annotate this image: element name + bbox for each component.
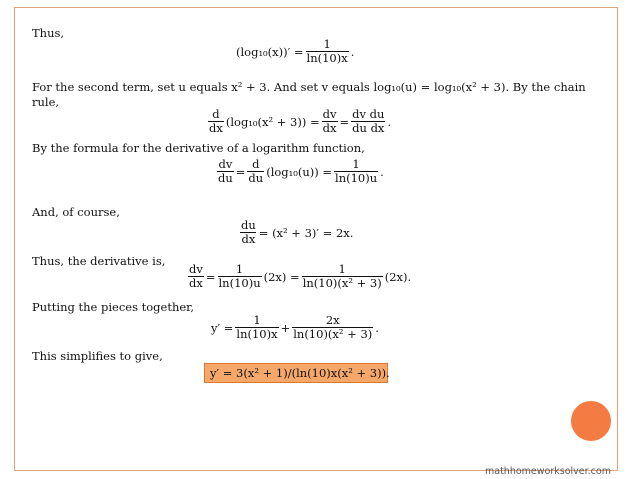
eq3-result-fraction: $\frac{1}{\ln(10)u}$	[335, 157, 378, 185]
text-formula: By the formula for the derivative of a logarithm function,	[32, 141, 365, 155]
equation-2: $\frac{d}{dx}$ (log₁₀(x² + 3)) = $\frac{dv}{dx}$ = $\frac{\text{dv du}}{\text{du dx}}$ .	[209, 107, 392, 135]
text-pieces: Putting the pieces together,	[32, 300, 195, 314]
eq2-middle: (log₁₀(x² + 3)) =	[225, 114, 320, 129]
eq4-rhs: = (x² + 3)′ = 2x.	[258, 225, 354, 240]
footer-url: mathhomeworksolver.com	[485, 466, 611, 477]
eq5-first-fraction: $\frac{1}{\ln(10)u}$	[218, 262, 261, 290]
eq1-lhs: (log₁₀(x))′ =	[236, 44, 304, 59]
equation-6: y′ = $\frac{1}{\ln(10)x}$ + $\frac{2x}{\text{ln(10)(x² + 3)}}$ .	[211, 313, 379, 341]
eq5-middle: (2x) =	[263, 269, 300, 284]
eq6-second-fraction: $\frac{2x}{\text{ln(10)(x² + 3)}}$	[293, 313, 373, 341]
equation-5: $\frac{dv}{dx}$ = $\frac{1}{\ln(10)u}$ (2x) = $\frac{1}{\text{ln(10)(x² + 3)}}$ (2x).	[189, 262, 412, 290]
eq3-middle: (log₁₀(u)) =	[266, 164, 333, 179]
equation-3: $\frac{dv}{du}$ = $\frac{d}{du}$ (log₁₀(u)) = $\frac{1}{\ln(10)u}$ .	[218, 157, 384, 185]
eq2-dv-fraction: $\frac{dv}{dx}$	[322, 107, 337, 135]
text-rule: rule,	[32, 95, 60, 109]
eq2-equals: =	[339, 114, 350, 129]
text-of-course: And, of course,	[32, 205, 120, 219]
equation-4	[238, 219, 353, 246]
eq1-denominator: ln(10)x	[306, 51, 348, 65]
text-simplifies: This simplifies to give,	[32, 349, 163, 363]
eq1-numerator: 1	[323, 37, 331, 51]
eq6-lhs: y′ =	[211, 320, 234, 335]
eq5-dv-dx-fraction: $\frac{dv}{dx}$	[189, 262, 203, 290]
eq5-second-fraction: $\frac{1}{\text{ln(10)(x² + 3)}}$	[302, 262, 382, 290]
eq3-d-fraction: $\frac{d}{du}$	[248, 157, 264, 185]
text-derivative-is: Thus, the derivative is,	[32, 254, 166, 268]
text-second-term: For the second term, set u equals x² + 3. And set v equals log₁₀(u) = log₁₀(x² + 3). By the chain	[32, 80, 586, 94]
text-thus: Thus,	[32, 26, 65, 40]
eq6-first-fraction: $\frac{1}{\ln(10)x}$	[236, 313, 278, 341]
eq1-fraction	[306, 38, 349, 65]
eq2-d-fraction: $\frac{d}{dx}$	[209, 107, 223, 135]
eq1-end: .	[350, 44, 355, 59]
final-answer: y′ = 3(x² + 1)/(ln(10)x(x² + 3)).	[210, 366, 390, 380]
eq4-fraction: $\frac{du}{dx}$	[241, 218, 256, 246]
eq2-chain-fraction: $\frac{\text{dv du}}{\text{du dx}}$	[352, 107, 385, 135]
equation-1	[236, 38, 354, 65]
eq3-dv-du-fraction: $\frac{dv}{du}$	[218, 157, 233, 185]
